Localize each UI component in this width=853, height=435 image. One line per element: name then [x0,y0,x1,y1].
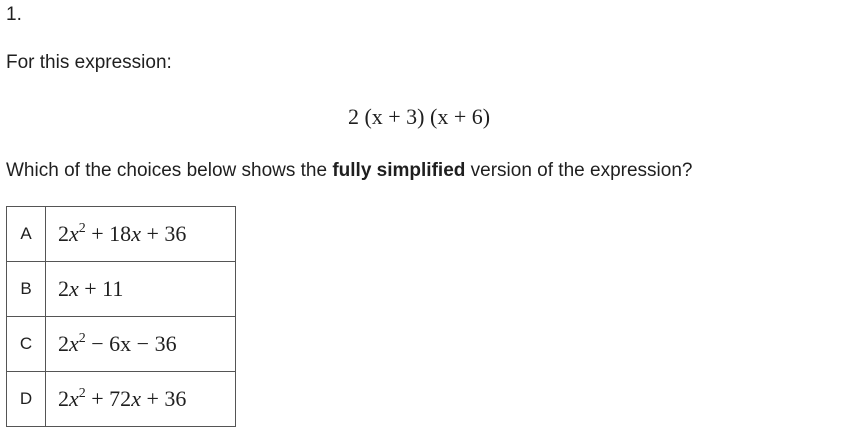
choice-row-d[interactable] [7,372,236,427]
expression [0,104,838,130]
answer-coef: 2 [58,331,69,356]
choice-letter: B [7,262,46,317]
answer-coef: 2 [58,221,69,246]
answer-variable: x [69,276,79,301]
choice-row-b[interactable] [7,262,236,317]
answer-variable-2: x [131,386,141,411]
expression-factor-2: (x + 6) [424,104,491,129]
expression-factor-1: (x + 3) [364,104,425,129]
answer-constant: + 36 [140,386,187,411]
choice-letter: D [7,372,46,427]
expression-coefficient: 2 [347,104,365,129]
answer-term: + 18 [85,221,132,246]
answer-term: + 11 [78,276,124,301]
choice-row-c[interactable] [7,317,236,372]
question-text [6,160,692,182]
choice-answer [46,262,236,317]
answer-exponent: 2 [78,221,86,236]
choice-letter: A [7,207,46,262]
answer-constant: + 36 [140,221,187,246]
question-text-start: Which of the choices below shows the [6,160,333,181]
answer-exponent: 2 [78,386,86,401]
choices-table [6,206,236,427]
choice-letter: C [7,317,46,372]
answer-variable: x [69,221,79,246]
answer-variable: x [69,331,79,356]
intro-text: For this expression: [6,52,172,73]
choice-answer [46,317,236,372]
question-number: 1. [6,4,22,25]
answer-term: + 72 [85,386,132,411]
answer-variable-2: x [131,221,141,246]
choice-answer [46,372,236,427]
question-emphasis: fully simplified [332,160,466,181]
answer-exponent: 2 [78,331,86,346]
answer-coef: 2 [58,276,69,301]
answer-variable: x [69,386,79,411]
choice-row-a[interactable] [7,207,236,262]
question-text-end: version of the expression? [465,160,693,181]
answer-term: − 6x − 36 [85,331,177,356]
choice-answer [46,207,236,262]
answer-coef: 2 [58,386,69,411]
